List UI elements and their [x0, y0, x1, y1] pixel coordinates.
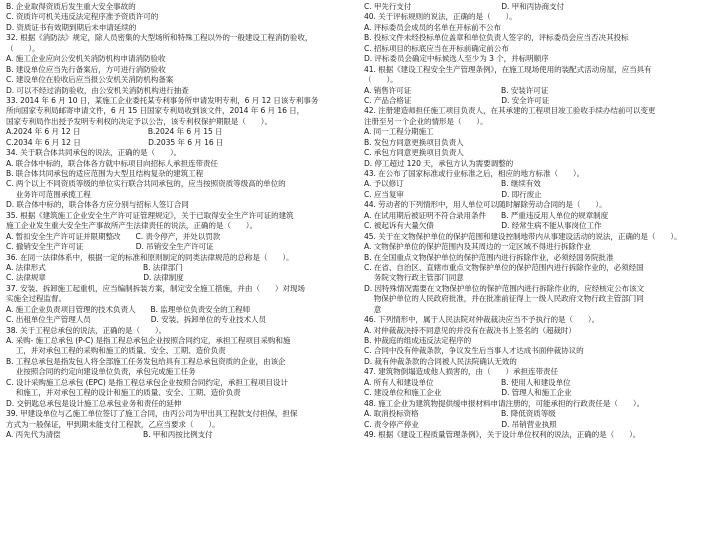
question-line: 38. 关于工程总承包的说法，正确的是（ ）。	[6, 325, 167, 335]
text-line: 务院文物行政主管部门同意	[364, 273, 464, 283]
text-line: D. 可以不经过消防验收，由公安机关消防机构进行抽查	[6, 85, 189, 95]
text-line: A. 施工企业应向公安机关消防机构申请消防验收	[6, 54, 166, 64]
text-line: C. 应当复审 D. 即行废止	[364, 189, 542, 199]
text-line: 工，并对承包工程的采购和施工的质量、安全、工期、造价负责	[6, 346, 226, 356]
text-line: D. 交钥匙总承包是设计施工总承包业务和责任的延伸	[6, 398, 182, 408]
text-line: A. 施工企业负责项目管理的技术负责人 B. 监理单位负责安全的工程师	[6, 304, 251, 314]
text-line: A. 所有人和建设单位 B. 使用人和建设单位	[364, 377, 571, 387]
text-line: B. 企业取得资质后发生重大安全事故的	[6, 2, 136, 11]
text-line: 和施工，并对承包工程的设计和施工的质量、安全、工期、造价负责	[6, 388, 241, 398]
text-line: A. 暂扣安全生产许可证并限期整改 C. 责令停产，并处以罚款	[6, 231, 221, 241]
question-line: 33. 2014 年 6 月 10 日，某施工企业委托某专利事务所申请发明专利，6 月 12 日该专利事务	[6, 95, 319, 105]
text-line: C. 责令停产停业 D. 吊销营业执照	[364, 419, 557, 429]
text-line: A. 同一工程分期施工	[364, 127, 434, 137]
text-line: C. 在省、自治区、直辖市重点文物保护单位的保护范围内进行拆除作业的，必须经国	[364, 262, 644, 272]
text-line: 业按照合同的约定向建设单位负责，承包完成施工任务	[6, 367, 196, 377]
text-line: C. 甲先行支付 D. 甲和丙协商支付	[364, 2, 565, 11]
question-line: 48. 施工企业为建筑物提供缓申报材料申请注册的，可能承担的行政责任是（ ）。	[364, 398, 645, 408]
text-line: D. 因特殊情况需要在文物保护单位的保护范围内进行拆除作业的，应经核定公布该文	[364, 283, 645, 293]
text-line: B. 在全国重点文物保护单位的保护范围内进行拆除作业，必须经国务院批准	[364, 252, 614, 262]
text-line: C. 出租单位生产管理人员 D. 安装、拆卸单位的专业技术人员	[6, 315, 267, 325]
text-line: C. 撤销安全生产许可证 D. 吊销安全生产许可证	[6, 242, 214, 252]
text-line: D. 资质证书有效期到期后未申请延续的	[6, 22, 137, 32]
text-line: 意	[364, 304, 382, 314]
question-line: 46. 下列情形中，属于人民法院对仲裁裁决应当不予执行的是（ ）。	[364, 315, 600, 325]
text-line: D. 评标委员会确定中标候选人至少为 3 个，并标明顺序	[364, 54, 549, 64]
question-line: 34. 关于联合体共同承包的说法，正确的是（ ）。	[6, 148, 182, 158]
text-line: A. 采购- 施工总承包 (P-C) 是指工程总承包企业按照合同约定，承担工程项目采购和施	[6, 336, 291, 345]
text-line: A. 销售许可证 B. 安装许可证	[364, 85, 549, 95]
text-line: A. 予以修订 B. 继续有效	[364, 179, 541, 189]
text-line: 国家专利局作出授予发明专利权的决定予以公告，该专利权保护期限是（ ）。	[6, 116, 272, 126]
question-line: 49. 根据《建设工程质量管理条例》，关于设计单位权利的说法，正确的是（ ）。	[364, 429, 641, 439]
question-line: 37. 安装、拆卸施工起重机，应当编制拆装方案，制定安全施工措施，并由（ ）对现场	[6, 283, 305, 293]
text-line: C. 承包方同意更换项目负责人	[364, 148, 464, 158]
text-line: C. 招标项目的标底应当在开标前确定前公布	[364, 43, 509, 53]
question-line: 36. 在同一法律体系中，根据一定的标准和原则制定的同类法律规范的总称是（ ）。	[6, 252, 294, 262]
question-line: 43. 在公布了国家标准或行业标准之后，相应的地方标准（ ）。	[364, 169, 585, 178]
text-line: B. 联合体共同承包的适应范围为大型且结构复杂的建筑工程	[6, 169, 204, 178]
text-line: C. 合同中没有仲裁条款，争议发生后当事人才达成书面仲裁协议的	[364, 346, 584, 356]
text-line: D. 联合体中标的，联合体各方应分别与招标人签订合同	[6, 200, 189, 210]
question-line: 40. 关于评标规则的说法，正确的是（ ）。	[364, 12, 517, 22]
text-line: （ ）。	[6, 43, 40, 53]
text-line: C. 被起诉有大量欠债 D. 经常生病不能从事岗位工作	[364, 221, 602, 231]
text-line: A. 取消投标资格 B. 降低资质等级	[364, 409, 556, 419]
text-line: 业务许可范围承揽工程	[6, 189, 91, 199]
text-line: A. 评标委员会成员的名单在开标前不公布	[364, 22, 501, 32]
question-line: 44. 劳动者的下列情形中，用人单位可以随时解除劳动合同的是（ ）。	[364, 200, 607, 210]
text-line: 施工企业发生重大安全生产事故所产生法律责任的说法，正确的是（ ）。	[6, 221, 257, 231]
text-line: A.2024 年 6 月 12 日 B.2024 年 6 月 15 日	[6, 127, 223, 137]
text-line: 物保护单位的人民政府批准，并在批准前征得上一级人民政府文物行政主管部门同	[364, 294, 644, 304]
question-line: 32. 根据《消防法》规定，除人员密集的大型场所和特殊工程以外的一般建设工程消防验收，	[6, 33, 313, 43]
question-line: 45. 关于在文物保护单位的保护范围和建设控制地带内从事建设活动的说法，正确的是（ ）。	[364, 231, 682, 241]
text-line: 注册至另一个企业的情形是（ ）。	[364, 116, 488, 126]
text-line: 所向国家专利局邮寄申请文件，6 月 15 日国家专利局收到该文件，2014 年 6 月 16 日，	[6, 106, 305, 116]
text-line: 方式为一般保证，甲到期未能支付工程款，乙应当要求（ ）。	[6, 419, 220, 429]
text-line: C. 建设单位在验收后应当报公安机关消防机构备案	[6, 75, 174, 85]
text-line: C. 设计采购施工总承包 (EPC) 是指工程总承包企业按照合同约定，承担工程项目设计	[6, 377, 288, 387]
question-line: 41. 根据《建设工程安全生产管理条例》，在施工现场使用的装配式活动房屋，应当具有	[364, 64, 652, 74]
text-line: C. 建设单位和施工企业 D. 管理人和施工企业	[364, 388, 572, 398]
text-line: 实施全过程监督。	[6, 294, 66, 304]
text-line: B. 建设单位应当先行备案后，方可进行消防验收	[6, 64, 166, 74]
right-column	[352, 0, 720, 533]
text-line: A. 联合体中标的，联合体各方就中标项目向招标人承担连带责任	[6, 158, 218, 168]
text-line: A. 对仲裁裁决持不同意见的并没有在裁决书上签名的（超裁时）	[364, 325, 576, 335]
text-line: A. 在试用期后被证明不符合录用条件 B. 严重违反用人单位的规章制度	[364, 210, 609, 220]
question-line: 39. 甲建设单位与乙施工单位签订了施工合同，由丙公司为甲出具工程款支付担保，担保	[6, 409, 298, 419]
question-line: 35. 根据《建筑施工企业安全生产许可证管理规定》，关于已取得安全生产许可证的建筑	[6, 210, 294, 220]
left-column	[0, 0, 352, 533]
text-line: B. 工程总承包是指发包人将全部施工任务发包给具有工程总承包资质的企业，由该企	[6, 356, 286, 366]
question-line: 47. 建筑物倒塌造成他人损害的，由（ ）承担连带责任	[364, 367, 558, 377]
text-line: C. 两个以上不同资质等级的单位实行联合共同承包的，应当按照资质等级高的单位的	[6, 179, 286, 189]
text-line: C. 产品合格证 D. 安全许可证	[364, 95, 550, 105]
text-line: C.2034 年 6 月 12 日 D.2035 年 6 月 16 日	[6, 137, 224, 147]
text-line: A. 文物保护单位的保护范围内及其周边的一定区域不得进行拆除作业	[364, 242, 591, 252]
text-line: D. 裁有仲裁条款的合同被人民法院确认无效的	[364, 356, 517, 366]
question-line: 42. 注册建造师担任施工项目负责人，在其承建的工程项目竣工验收手续办结前可以变更	[364, 106, 656, 116]
text-line: B. 发包方同意更换项目负责人	[364, 137, 464, 147]
text-line: A. 法律形式 B. 法律部门	[6, 262, 183, 272]
text-line: （ ）。	[364, 75, 398, 85]
text-line: B. 投标文件未经投标单位盖章和单位负责人签字的，评标委员会应当否决其投标	[364, 33, 629, 43]
text-line: C. 资质许可机关违反法定程序准予资质许可的	[6, 12, 159, 22]
text-line: D. 停工超过 120 天，承包方认为需要调整的	[364, 158, 514, 168]
text-line: A. 丙先代为清偿 B. 甲和丙按比例支付	[6, 429, 213, 439]
text-line: C. 法律规章 D. 法律制度	[6, 273, 184, 283]
text-line: B. 仲裁庭的组成违反法定程序的	[364, 336, 472, 345]
